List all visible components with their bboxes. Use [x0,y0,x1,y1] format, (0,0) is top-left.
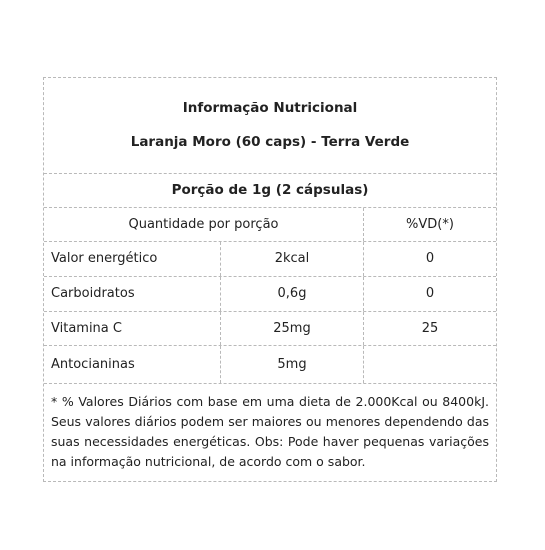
nutrient-name: Vitamina C [44,312,221,345]
quantity-per-portion-header: Quantidade por porção [44,208,364,241]
table-title: Informação Nutricional [182,100,358,116]
table-header [44,78,496,174]
table-row [44,242,496,277]
nutrition-facts-table [43,77,497,482]
nutrient-name: Antocianinas [44,346,221,383]
nutrient-name: Valor energético [44,242,221,276]
nutrient-daily-value: 25 [421,321,439,336]
table-row [44,346,496,384]
nutrient-amount: 2kcal [221,242,364,276]
nutrient-daily-value [364,346,496,383]
nutrient-daily-value: 0 [425,251,435,266]
daily-value-header: %VD(*) [406,217,454,232]
nutrient-amount: 25mg [221,312,364,345]
portion-size: Porção de 1g (2 cápsulas) [44,174,496,208]
table-row [44,277,496,312]
product-name: Laranja Moro (60 caps) - Terra Verde [130,134,410,150]
nutrient-name: Carboidratos [44,277,221,311]
table-row [44,312,496,346]
nutrient-amount: 0,6g [221,277,364,311]
footnote: * % Valores Diários com base em uma dieta de 2.000Kcal ou 8400kJ. Seus valores diários podem ser maiores ou menores dependendo das suas necessidades energéticas. Obs: Pode haver pequenas variações na informação nutricional, de acordo com o sabor. [51,394,489,469]
nutrient-daily-value: 0 [425,286,435,301]
nutrient-amount: 5mg [221,346,364,383]
column-header-row [44,208,496,242]
